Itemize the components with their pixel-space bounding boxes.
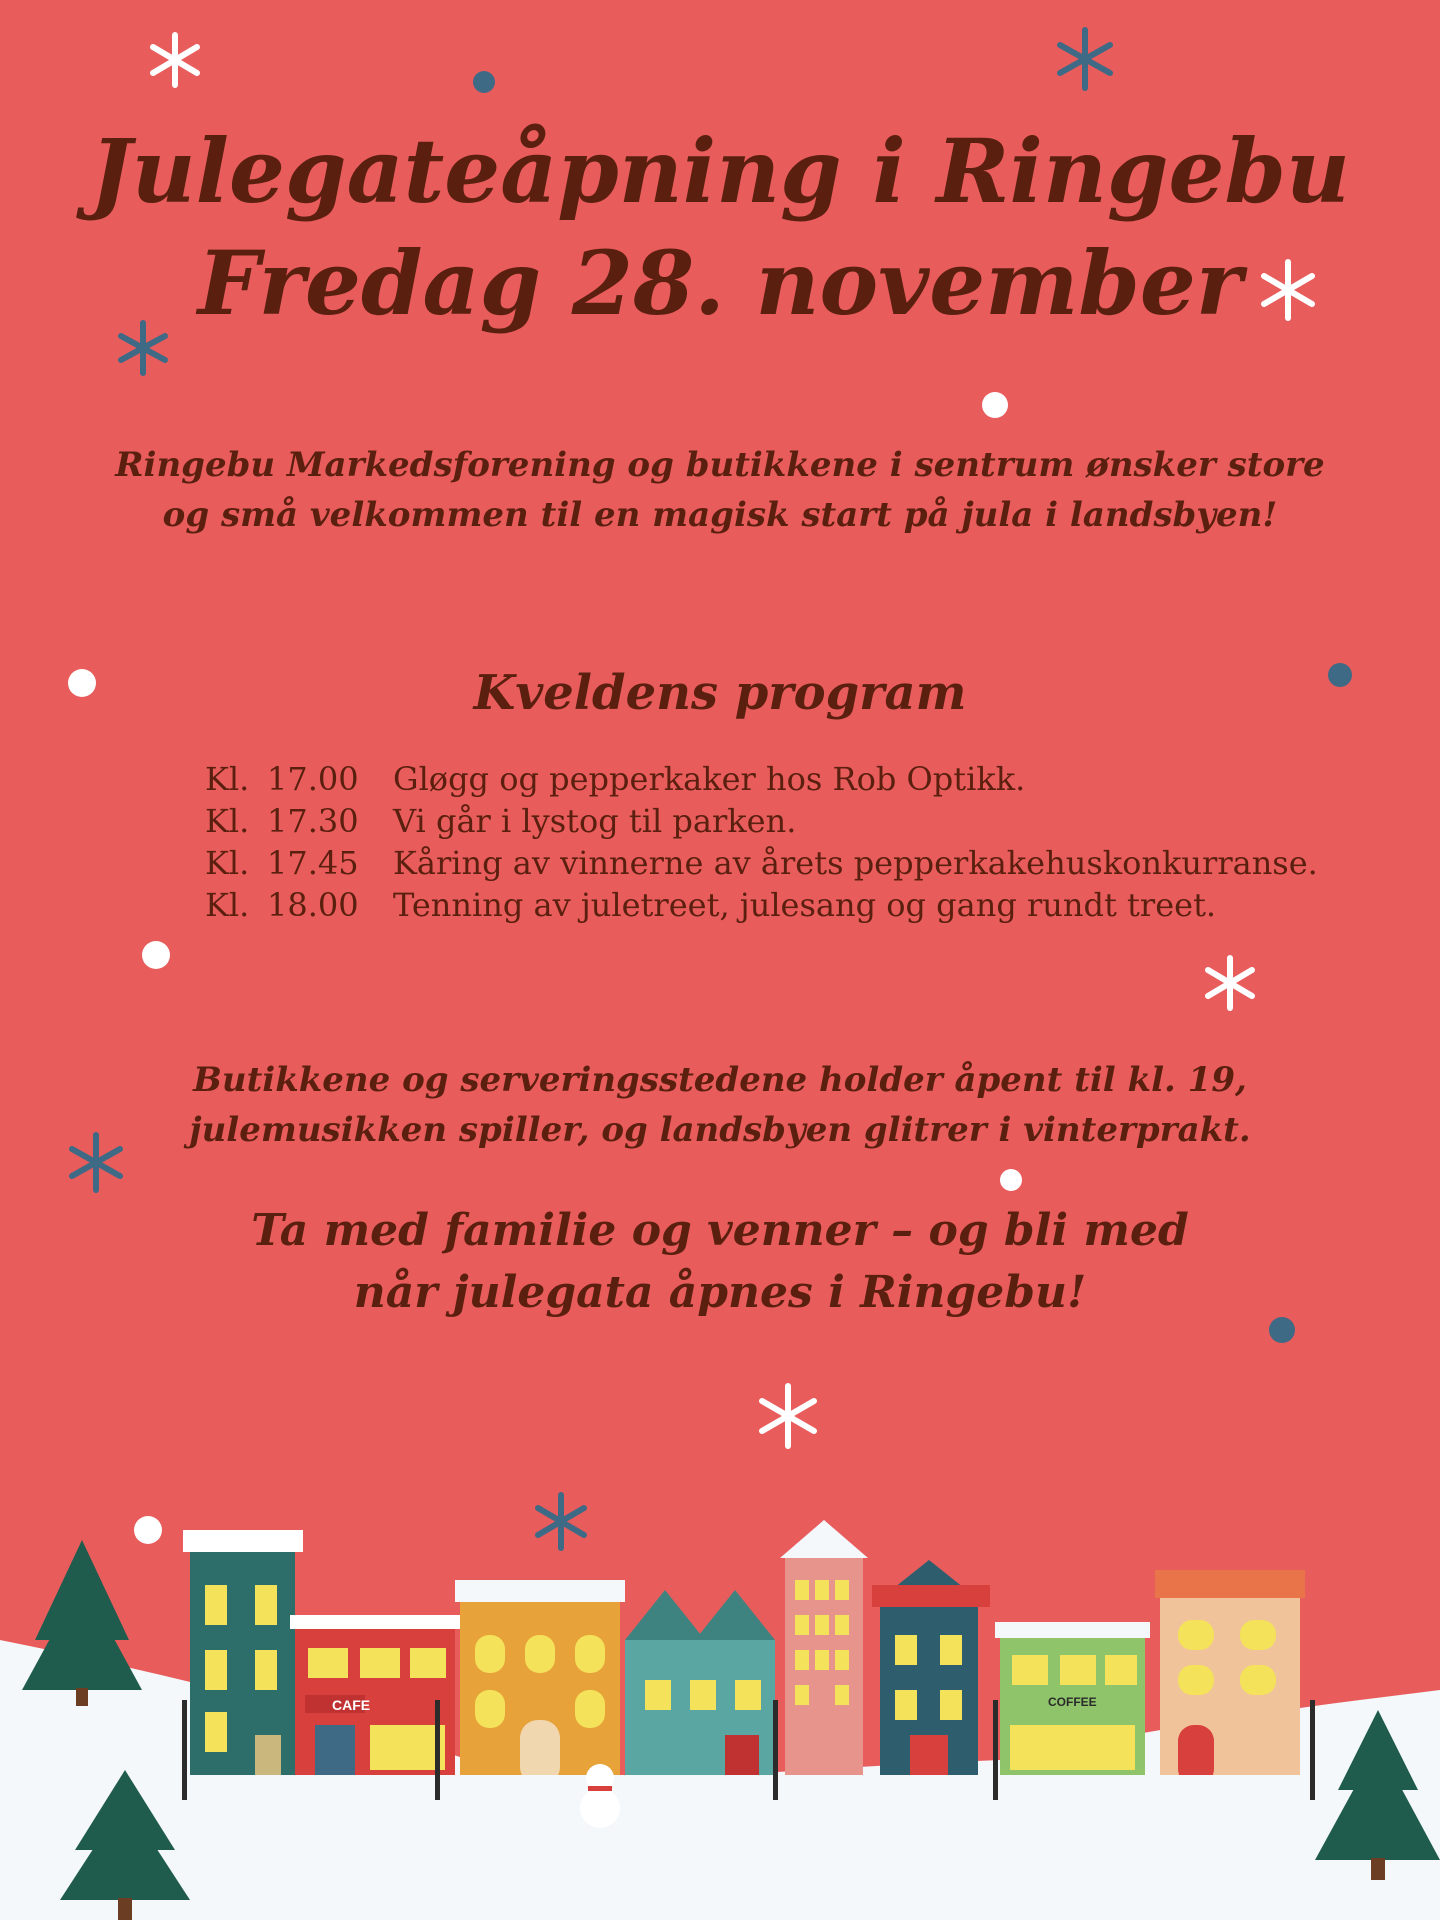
program-description: Tenning av juletreet, julesang og gang rundt treet. bbox=[393, 886, 1217, 924]
program-time: 18.00 bbox=[267, 886, 359, 924]
program-time: 17.30 bbox=[267, 802, 359, 840]
cta-line-1: Ta med familie og venner – og bli med bbox=[251, 1205, 1189, 1256]
program-description: Gløgg og pepperkaker hos Rob Optikk. bbox=[393, 760, 1026, 798]
page-title bbox=[0, 115, 1440, 339]
program-item bbox=[205, 884, 1405, 926]
program-heading: Kveldens program bbox=[473, 665, 967, 721]
dot-icon bbox=[473, 71, 495, 93]
dot-icon bbox=[982, 392, 1008, 418]
program-item bbox=[205, 758, 1405, 800]
program-time: 17.00 bbox=[267, 760, 359, 798]
snowflake-icon bbox=[1208, 958, 1252, 1008]
dot-icon bbox=[134, 1516, 162, 1544]
cafe-sign: CAFE bbox=[332, 1697, 371, 1713]
program-prefix: Kl. bbox=[205, 760, 250, 798]
snowflake-icon bbox=[153, 35, 197, 85]
snowflake-icon bbox=[538, 1495, 584, 1548]
intro-line-1: Ringebu Markedsforening og butikkene i sentrum ønsker store bbox=[115, 445, 1325, 485]
village-illustration bbox=[180, 1520, 1315, 1828]
program-description: Vi går i lystog til parken. bbox=[393, 802, 797, 840]
dot-icon bbox=[1000, 1169, 1022, 1191]
snowflake-icon bbox=[1060, 30, 1110, 88]
closing-text bbox=[80, 1055, 1360, 1155]
program-list bbox=[205, 758, 1405, 926]
dot-icon bbox=[142, 941, 170, 969]
snowflake-icon bbox=[762, 1386, 814, 1446]
cta-line-2: når julegata åpnes i Ringebu! bbox=[353, 1267, 1087, 1318]
title-line-2: Fredag 28. november bbox=[197, 231, 1243, 335]
program-item bbox=[205, 800, 1405, 842]
program-prefix: Kl. bbox=[205, 886, 250, 924]
christmas-tree bbox=[22, 1540, 142, 1706]
program-description: Kåring av vinnerne av årets pepperkakehuskonkurranse. bbox=[393, 844, 1318, 882]
program-time: 17.45 bbox=[267, 844, 359, 882]
title-line-1: Julegateåpning i Ringebu bbox=[90, 119, 1350, 223]
closing-line-1: Butikkene og serveringsstedene holder åpent til kl. 19, bbox=[193, 1060, 1247, 1100]
coffee-sign: COFFEE bbox=[1048, 1695, 1097, 1709]
intro-line-2: og små velkommen til en magisk start på jula i landsbyen! bbox=[162, 495, 1278, 535]
closing-line-2: julemusikken spiller, og landsbyen glitrer i vinterprakt. bbox=[189, 1110, 1251, 1150]
program-item bbox=[205, 842, 1405, 884]
program-prefix: Kl. bbox=[205, 802, 250, 840]
call-to-action bbox=[80, 1200, 1360, 1324]
program-prefix: Kl. bbox=[205, 844, 250, 882]
intro-text bbox=[80, 440, 1360, 540]
